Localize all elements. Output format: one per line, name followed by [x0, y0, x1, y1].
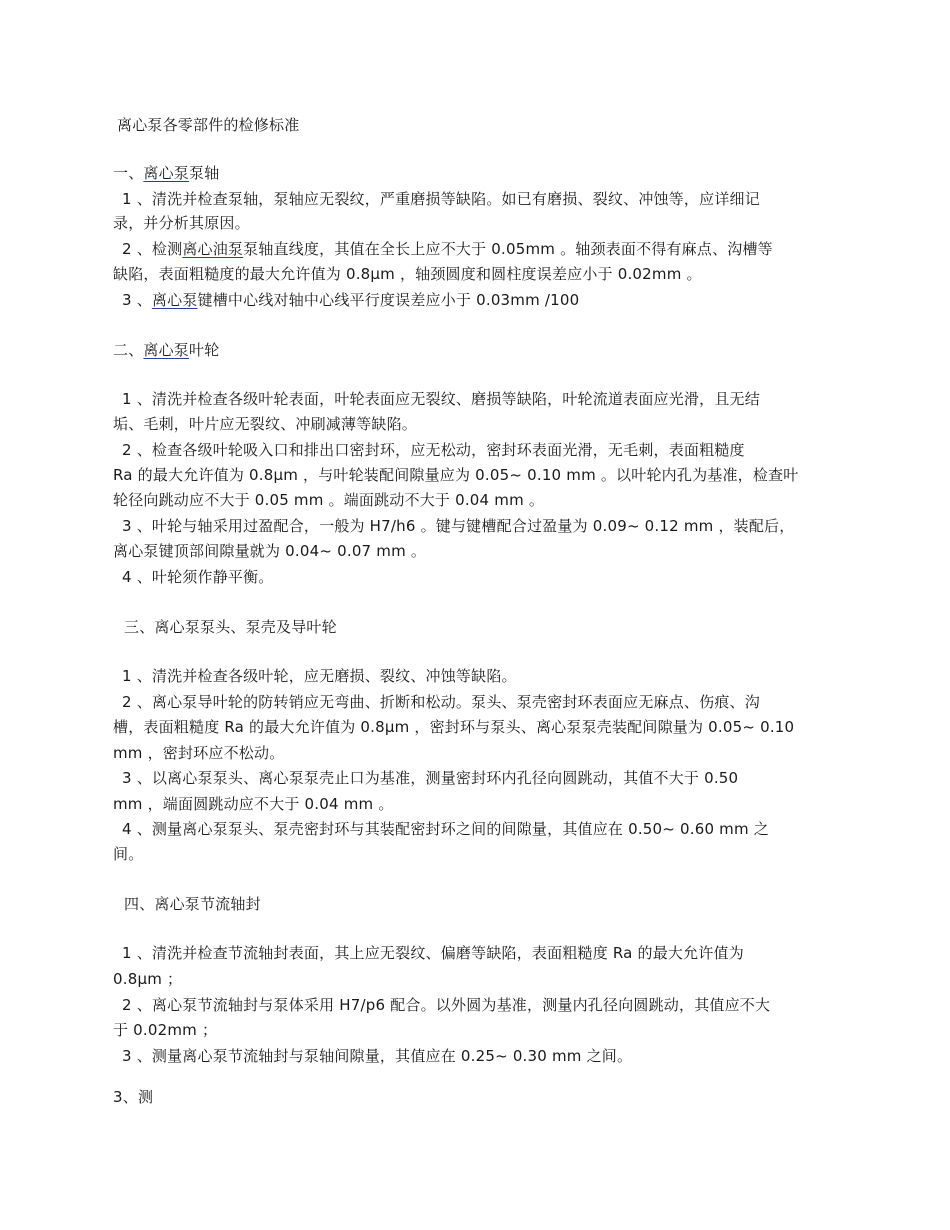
paragraph-line: Ra 的最大允许值为 0.8μm ，与叶轮装配间隙量应为 0.05~ 0.10 mm 。以叶轮内孔为基准，检查叶 — [113, 466, 799, 484]
section-heading-pump-head: 三、离心泵泵头、泵壳及导叶轮 — [124, 618, 337, 636]
paragraph-line: 1 、清洗并检查节流轴封表面，其上应无裂纹、偏磨等缺陷，表面粗糙度 Ra 的最大允许值为 — [122, 944, 744, 962]
heading-prefix: 一、 — [113, 164, 144, 182]
paragraph-line: 轮径向跳动应不大于 0.05 mm 。端面跳动不大于 0.04 mm 。 — [113, 491, 545, 509]
paragraph-line: 3 、以离心泵泵头、离心泵泵壳止口为基准，测量密封环内孔径向圆跳动，其值不大于 0.50 — [122, 769, 739, 787]
paragraph-line: 1 、清洗并检查各级叶轮表面，叶轮表面应无裂纹、磨损等缺陷，叶轮流道表面应光滑，且无结 — [122, 390, 760, 408]
paragraph-line: 缺陷，表面粗糙度的最大允许值为 0.8μm ，轴颈圆度和圆柱度误差应小于 0.02mm 。 — [113, 265, 702, 283]
paragraph-line: 0.8μm ； — [113, 970, 183, 988]
heading-prefix: 二、 — [113, 341, 144, 359]
centrifugal-pump-link[interactable]: 离心泵 — [143, 341, 190, 359]
centrifugal-pump-link[interactable]: 离心泵 — [143, 164, 190, 182]
paragraph-line — [122, 290, 579, 310]
paragraph-line — [122, 239, 773, 259]
line-prefix: 3 、 — [122, 291, 152, 309]
paragraph-line: 间。 — [113, 845, 144, 863]
paragraph-line: 3 、叶轮与轴采用过盈配合，一般为 H7/h6 。键与键槽配合过盈量为 0.09~ 0.12 mm ，装配后， — [122, 517, 795, 535]
line-suffix: 泵轴直线度，其值在全长上应不大于 0.05mm 。轴颈表面不得有麻点、沟槽等 — [243, 240, 773, 258]
paragraph-line: 垢、毛刺，叶片应无裂纹、冲刷减薄等缺陷。 — [113, 415, 418, 433]
paragraph-line: 1 、清洗并检查各级叶轮，应无磨损、裂纹、冲蚀等缺陷。 — [122, 667, 517, 685]
paragraph-line: 2 、检查各级叶轮吸入口和排出口密封环，应无松动，密封环表面光滑，无毛刺，表面粗糙度 — [122, 441, 745, 459]
section-heading-impeller — [113, 340, 219, 360]
paragraph-line: mm ，端面圆跳动应不大于 0.04 mm 。 — [113, 795, 394, 813]
paragraph-line: 1 、清洗并检查泵轴，泵轴应无裂纹，严重磨损等缺陷。如已有磨损、裂纹、冲蚀等，应详细记 — [122, 190, 760, 208]
line-prefix: 2 、检测 — [122, 240, 183, 258]
paragraph-line: 4 、测量离心泵泵头、泵壳密封环与其装配密封环之间的间隙量，其值应在 0.50~ 0.60 mm 之 — [122, 820, 769, 838]
centrifugal-pump-link[interactable]: 离心泵 — [151, 291, 198, 309]
paragraph-line: 录，并分析其原因。 — [113, 214, 250, 232]
paragraph-line: mm ，密封环应不松动。 — [113, 744, 285, 762]
section-heading-throttle-seal: 四、离心泵节流轴封 — [124, 895, 261, 913]
paragraph-line: 槽，表面粗糙度 Ra 的最大允许值为 0.8μm ，密封环与泵头、离心泵泵壳装配间隙量为 0.05~ 0.10 — [113, 718, 795, 736]
trailing-fragment: 3、测 — [113, 1088, 154, 1106]
document-title: 离心泵各零部件的检修标准 — [117, 116, 300, 134]
paragraph-line: 4 、叶轮须作静平衡。 — [122, 568, 274, 586]
paragraph-line: 离心泵键顶部间隙量就为 0.04~ 0.07 mm 。 — [113, 542, 427, 560]
heading-suffix: 叶轮 — [189, 341, 220, 359]
paragraph-line: 3 、测量离心泵节流轴封与泵轴间隙量，其值应在 0.25~ 0.30 mm 之间。 — [122, 1047, 633, 1065]
centrifugal-oil-pump-link[interactable]: 离心油泵 — [182, 240, 244, 258]
paragraph-line: 2 、离心泵节流轴封与泵体采用 H7/p6 配合。以外圆为基准，测量内孔径向圆跳动，其值应不大 — [122, 996, 771, 1014]
paragraph-line: 于 0.02mm ； — [113, 1021, 218, 1039]
line-suffix: 键槽中心线对轴中心线平行度误差应小于 0.03mm /100 — [197, 291, 580, 309]
heading-suffix: 泵轴 — [189, 164, 220, 182]
paragraph-line: 2 、离心泵导叶轮的防转销应无弯曲、折断和松动。泵头、泵壳密封环表面应无麻点、伤痕、沟 — [122, 693, 760, 711]
section-heading-shaft — [113, 163, 219, 183]
